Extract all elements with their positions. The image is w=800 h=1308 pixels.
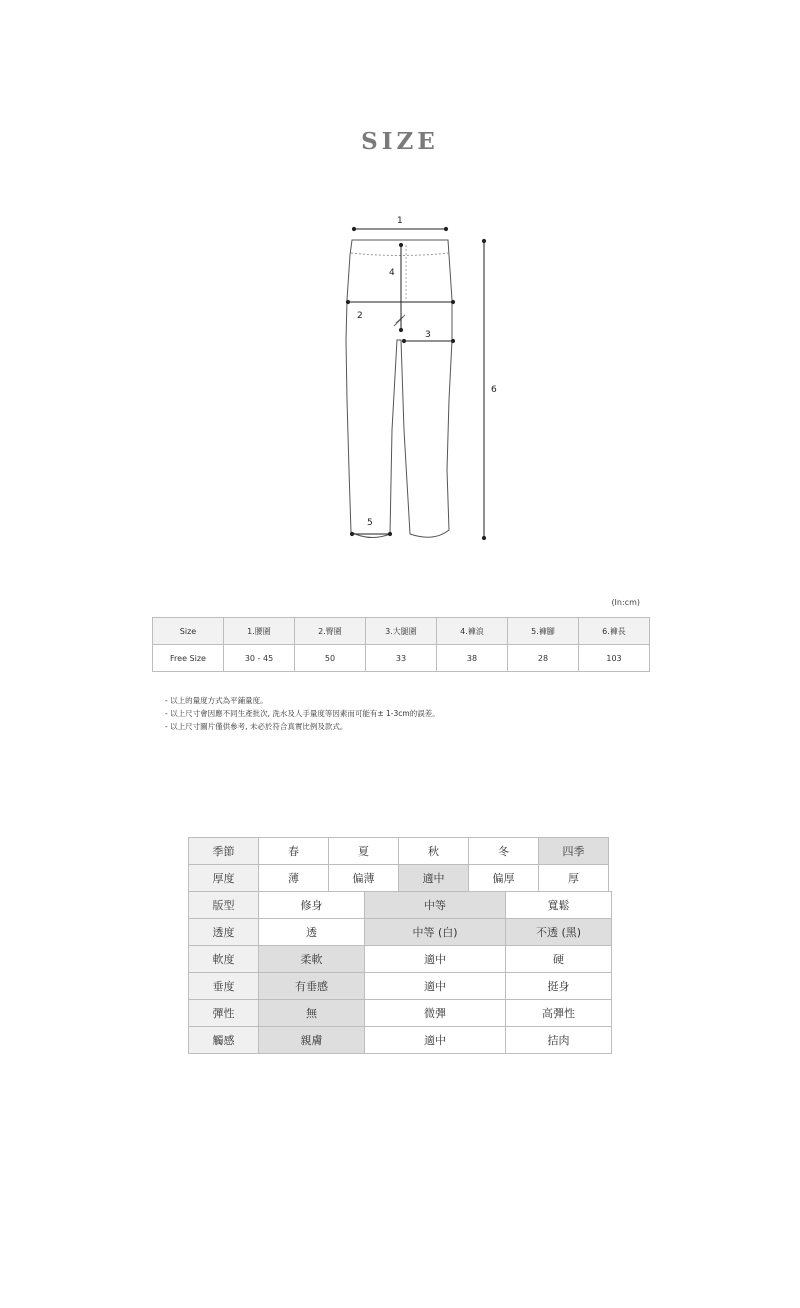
size-header-cell: 5.褲腳: [508, 618, 579, 645]
size-header-cell: 3.大腿圍: [366, 618, 437, 645]
spec-label: 版型: [188, 891, 259, 919]
spec-option-selected: 適中: [398, 864, 469, 892]
spec-row-drape: [188, 972, 612, 999]
spec-label: 觸感: [188, 1026, 259, 1054]
spec-option-selected: 中等: [364, 891, 506, 919]
size-cell: 50: [295, 645, 366, 672]
spec-option-selected: 無: [258, 999, 365, 1027]
size-table: [152, 617, 650, 672]
spec-option: 挺身: [505, 972, 612, 1000]
size-table-header-row: [153, 618, 650, 645]
measure-label-2: 2: [357, 311, 363, 321]
spec-option: 拮肉: [505, 1026, 612, 1054]
spec-label: 透度: [188, 918, 259, 946]
spec-option: 偏厚: [468, 864, 539, 892]
spec-option-selected: 有垂感: [258, 972, 365, 1000]
spec-option: 微彈: [364, 999, 506, 1027]
spec-option: 夏: [328, 837, 399, 865]
spec-option: 適中: [364, 945, 506, 973]
size-header-cell: 1.腰圍: [224, 618, 295, 645]
spec-label: 垂度: [188, 972, 259, 1000]
spec-label: 季節: [188, 837, 259, 865]
size-cell: Free Size: [153, 645, 224, 672]
measure-label-3: 3: [425, 330, 431, 340]
size-cell: 103: [579, 645, 650, 672]
size-header-cell: 2.臀圍: [295, 618, 366, 645]
fabric-spec-table: [188, 837, 612, 1053]
spec-row-transparency: [188, 918, 612, 945]
spec-option: 冬: [468, 837, 539, 865]
spec-row-fit: [188, 891, 612, 918]
spec-row-thickness: [188, 864, 612, 891]
note-line: - 以上的量度方式為平鋪量度。: [165, 696, 268, 705]
pants-outline: [346, 240, 452, 538]
spec-option: 厚: [538, 864, 609, 892]
size-cell: 30 - 45: [224, 645, 295, 672]
note-line: - 以上尺寸圖片僅供參考, 未必於符合真實比例及款式。: [165, 722, 348, 731]
spec-option: 透: [258, 918, 365, 946]
measure-label-1: 1: [397, 216, 403, 226]
spec-option: 適中: [364, 972, 506, 1000]
spec-option-selected: 四季: [538, 837, 609, 865]
spec-option-selected: 親膚: [258, 1026, 365, 1054]
spec-label: 厚度: [188, 864, 259, 892]
size-header-cell: Size: [153, 618, 224, 645]
spec-label: 彈性: [188, 999, 259, 1027]
measure-label-4: 4: [389, 268, 395, 278]
spec-option: 寬鬆: [505, 891, 612, 919]
spec-option: 秋: [398, 837, 469, 865]
size-cell: 28: [508, 645, 579, 672]
spec-option-selected: 中等 (白): [364, 918, 506, 946]
size-cell: 33: [366, 645, 437, 672]
spec-option: 適中: [364, 1026, 506, 1054]
size-header-cell: 6.褲長: [579, 618, 650, 645]
size-header-cell: 4.褲浪: [437, 618, 508, 645]
spec-option-selected: 不透 (黑): [505, 918, 612, 946]
measure-label-6: 6: [491, 385, 497, 395]
spec-option: 薄: [258, 864, 329, 892]
pants-diagram: [0, 200, 800, 560]
note-line: - 以上尺寸會因應不同生產批次, 洗水及人手量度等因素而可能有± 1-3cm的誤差。: [165, 709, 440, 718]
spec-option: 偏薄: [328, 864, 399, 892]
size-table-row: [153, 645, 650, 672]
measure-lines: [346, 227, 485, 539]
page-title: SIZE: [361, 128, 439, 155]
spec-row-elasticity: [188, 999, 612, 1026]
spec-option: 春: [258, 837, 329, 865]
unit-note: (In:cm): [611, 598, 640, 607]
size-cell: 38: [437, 645, 508, 672]
spec-option: 硬: [505, 945, 612, 973]
spec-row-texture: [188, 1026, 612, 1053]
spec-option-selected: 柔軟: [258, 945, 365, 973]
spec-row-softness: [188, 945, 612, 972]
spec-option: 高彈性: [505, 999, 612, 1027]
spec-row-season: [188, 837, 612, 864]
spec-label: 軟度: [188, 945, 259, 973]
spec-option: 修身: [258, 891, 365, 919]
measurement-notes: [165, 694, 440, 733]
measure-label-5: 5: [367, 518, 373, 528]
